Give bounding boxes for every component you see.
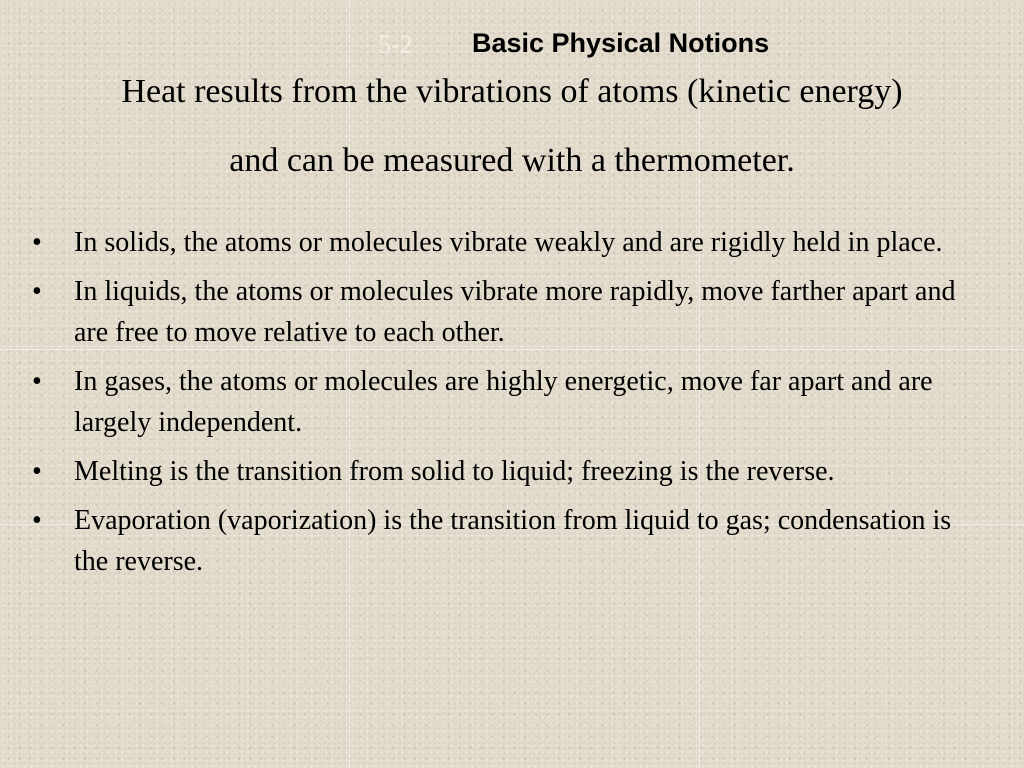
bullet-icon: • — [32, 366, 42, 397]
bullet-text: In gases, the atoms or molecules are highly energetic, move far apart and are largely independent. — [74, 366, 933, 438]
bullet-text: In solids, the atoms or molecules vibrate weakly and are rigidly held in place. — [74, 227, 943, 258]
bullet-text: In liquids, the atoms or molecules vibrate more rapidly, move farther apart and are free to move relative to each other. — [74, 276, 956, 348]
slide-heading-line-1: Heat results from the vibrations of atoms (kinetic energy) — [121, 73, 903, 110]
bullet-item — [30, 271, 960, 353]
bullet-icon: • — [32, 276, 42, 307]
bullet-item — [30, 222, 960, 263]
bullet-item — [30, 451, 960, 492]
bullet-text: Melting is the transition from solid to liquid; freezing is the reverse. — [74, 456, 835, 487]
bullet-text: Evaporation (vaporization) is the transition from liquid to gas; condensation is the reverse. — [74, 505, 952, 577]
section-title: Basic Physical Notions — [472, 28, 770, 58]
bullet-item — [30, 361, 960, 443]
bullet-icon: • — [32, 227, 42, 258]
bullet-list — [30, 222, 960, 590]
bullet-icon: • — [32, 505, 42, 536]
slide-number: 5-2 — [378, 30, 413, 59]
bullet-icon: • — [32, 456, 42, 487]
bullet-item — [30, 500, 960, 582]
slide-heading-line-2: and can be measured with a thermometer. — [229, 142, 795, 179]
